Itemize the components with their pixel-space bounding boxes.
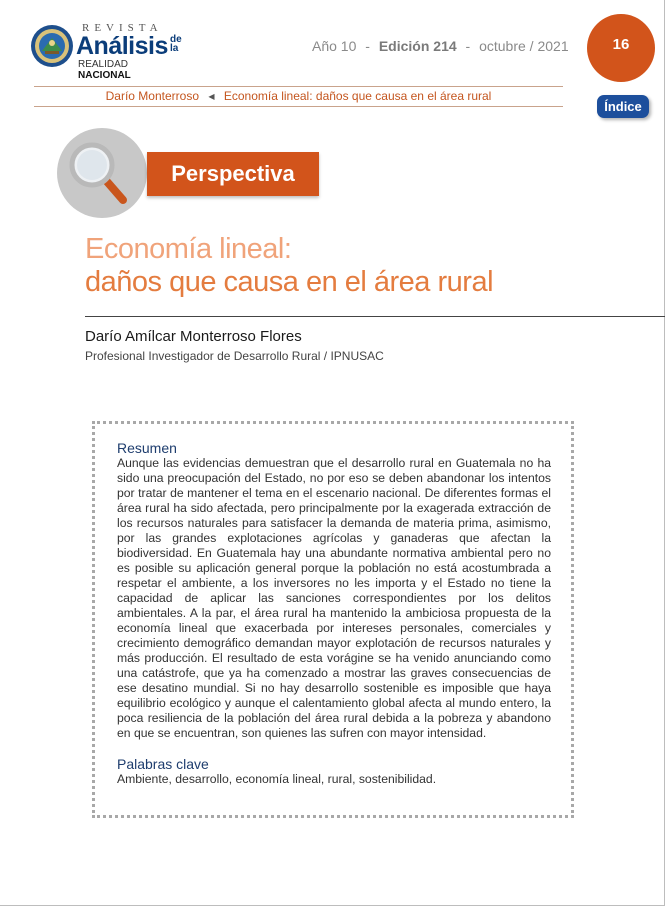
edition-info	[312, 38, 569, 54]
edition-number: Edición 214	[378, 38, 457, 54]
breadcrumb-title[interactable]: Economía lineal: daños que causa en el área rural	[223, 89, 492, 103]
section-label: Perspectiva	[171, 161, 295, 186]
magazine-name: Análisis	[76, 32, 168, 60]
breadcrumb-author[interactable]: Darío Monterroso	[105, 89, 199, 103]
section-banner	[147, 152, 319, 196]
edition-year: Año 10	[312, 38, 357, 54]
index-button[interactable]	[597, 95, 649, 118]
edition-date: octubre / 2021	[479, 38, 569, 54]
article-title-line1: Economía lineal:	[85, 233, 292, 265]
breadcrumb	[34, 89, 563, 103]
edition-separator: -	[365, 38, 370, 54]
breadcrumb-bottom-rule	[34, 106, 563, 107]
author-affiliation: Profesional Investigador de Desarrollo Rural / IPNUSAC	[85, 349, 384, 363]
edition-separator: -	[465, 38, 471, 54]
title-divider	[85, 316, 665, 317]
abstract-heading: Resumen	[117, 440, 177, 456]
index-button-label: Índice	[604, 99, 642, 114]
magazine-subtitle: REALIDAD NACIONAL	[78, 59, 131, 81]
triangle-left-icon: ◀	[208, 92, 215, 101]
page-number-badge	[587, 14, 655, 82]
magazine-revista-label: REVISTA	[82, 22, 163, 34]
magnifier-icon	[57, 128, 147, 218]
magazine-logo[interactable]	[30, 22, 182, 81]
university-seal-icon	[30, 24, 74, 68]
magazine-de-la: de la	[170, 34, 182, 54]
article-title-line2: daños que causa en el área rural	[85, 266, 494, 298]
abstract-text: Aunque las evidencias demuestran que el desarrollo rural en Guatemala no ha sido una preocupación del Estado, no por eso se deben abandonar los intentos por tratar de mantener el tema en el escenario nacional. De diferentes formas el área rural ha sido afectada, pero principalmente por la exagerada extracción de los recursos naturales para satisfacer la demanda de materia prima, asimismo, por las grandes explotaciones agrícolas y ganaderas que afectan la biodiversidad. En Guatemala hay una abundante normativa ambiental pero no es posible su aplicación general porque la población no está acostumbrada a respetar el ambiente, a los inversores no les importa y el Estado no tiene la capacidad de aplicar las sanciones correspondientes por los delitos ambientales. A la par, el área rural ha mantenido la ambiciosa propuesta de la economía lineal que exacerbada por intereses personales, comerciales y crecimiento demográfico demandan mayor explotación de recursos naturales y más producción. El resultado de esta vorágine se ha venido anunciando como una catástrofe, que ya ha comenzado a mostrar las graves consecuencias de ese desatino mundial. Si no hay desarrollo sostenible es imposible que haya equilibrio ecológico y aunque el calentamiento global afecta al mundo entero, la poca resiliencia de la población del área rural debida a la pobreza y abandono en que se encuentran, son quienes las sufren con mayor intensidad.	[117, 456, 551, 740]
section-icon-circle	[57, 128, 147, 218]
breadcrumb-top-rule	[34, 86, 563, 87]
article-author: Darío Amílcar Monterroso Flores	[85, 328, 302, 345]
page-number: 16	[612, 35, 630, 53]
abstract-box	[92, 421, 574, 818]
keywords-text: Ambiente, desarrollo, economía lineal, rural, sostenibilidad.	[117, 772, 437, 786]
keywords-heading: Palabras clave	[117, 756, 209, 772]
